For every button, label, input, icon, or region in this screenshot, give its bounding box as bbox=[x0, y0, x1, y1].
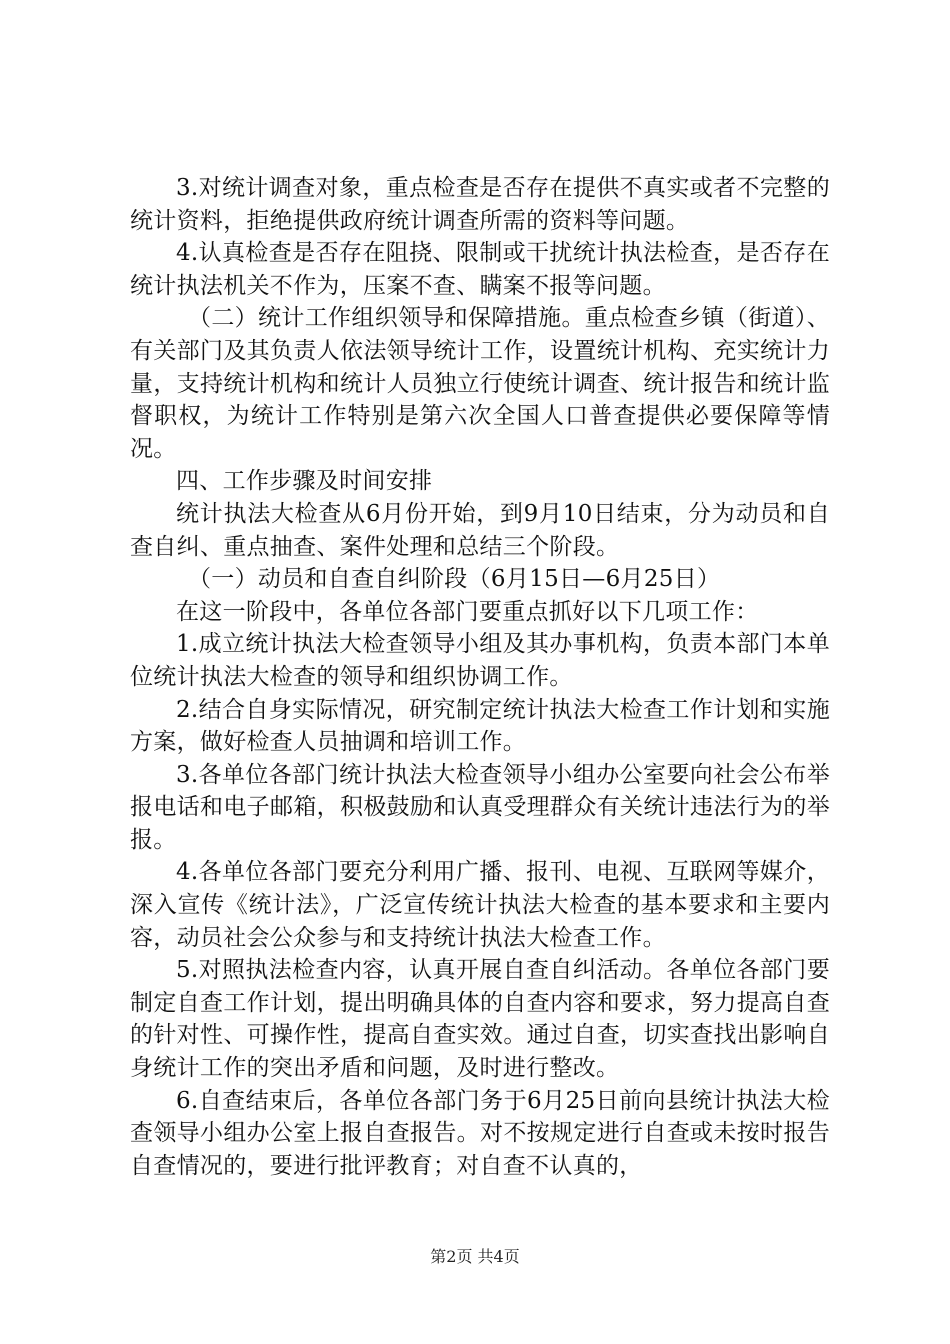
page-number-footer: 第2页 共4页 bbox=[430, 1247, 520, 1266]
paragraph-step-2: 2.结合自身实际情况，研究制定统计执法大检查工作计划和实施方案，做好检查人员抽调和培训工作。 bbox=[130, 696, 830, 756]
paragraph-step-4: 4.各单位各部门要充分利用广播、报刊、电视、互联网等媒介，深入宣传《统计法》，广泛宣传统计执法大检查的基本要求和主要内容，动员社会公众参与和支持统计执法大检查工作。 bbox=[130, 859, 830, 951]
section-organization-leadership: （二）统计工作组织领导和保障措施。重点检查乡镇（街道）、有关部门及其负责人依法领导统计工作，设置统计机构、充实统计力量，支持统计机构和统计人员独立行使统计调查、统计报告和统计监督职权，为统计工作特别是第六次全国人口普查提供必要保障等情况。 bbox=[130, 305, 830, 462]
paragraph-schedule-overview: 统计执法大检查从6月份开始，到9月10日结束，分为动员和自查自纠、重点抽查、案件处理和总结三个阶段。 bbox=[130, 500, 830, 560]
paragraph-step-6: 6.自查结束后，各单位各部门务于6月25日前向县统计执法大检查领导小组办公室上报自查报告。对不按规定进行自查或未按时报告自查情况的，要进行批评教育；对自查不认真的， bbox=[130, 1087, 830, 1179]
section-heading-work-steps: 四、工作步骤及时间安排 bbox=[176, 468, 433, 495]
paragraph-stage-intro: 在这一阶段中，各单位各部门要重点抓好以下几项工作： bbox=[176, 598, 759, 625]
paragraph-step-1: 1.成立统计执法大检查领导小组及其办事机构，负责本部门本单位统计执法大检查的领导和组织协调工作。 bbox=[130, 631, 830, 690]
subsection-heading-mobilization: （一）动员和自查自纠阶段（6月15日—6月25日） bbox=[188, 566, 721, 593]
paragraph-step-3: 3.各单位各部门统计执法大检查领导小组办公室要向社会公布举报电话和电子邮箱，积极鼓励和认真受理群众有关统计违法行为的举报。 bbox=[130, 761, 830, 853]
paragraph-item-4: 4.认真检查是否存在阻挠、限制或干扰统计执法检查，是否存在统计执法机关不作为，压案不查、瞒案不报等问题。 bbox=[130, 240, 830, 299]
paragraph-item-3: 3.对统计调查对象，重点检查是否存在提供不真实或者不完整的统计资料，拒绝提供政府统计调查所需的资料等问题。 bbox=[130, 175, 830, 234]
document-body bbox=[130, 172, 830, 1182]
paragraph-step-5: 5.对照执法检查内容，认真开展自查自纠活动。各单位各部门要制定自查工作计划，提出明确具体的自查内容和要求，努力提高自查的针对性、可操作性，提高自查实效。通过自查，切实查找出影响自身统计工作的突出矛盾和问题，及时进行整改。 bbox=[130, 957, 830, 1082]
